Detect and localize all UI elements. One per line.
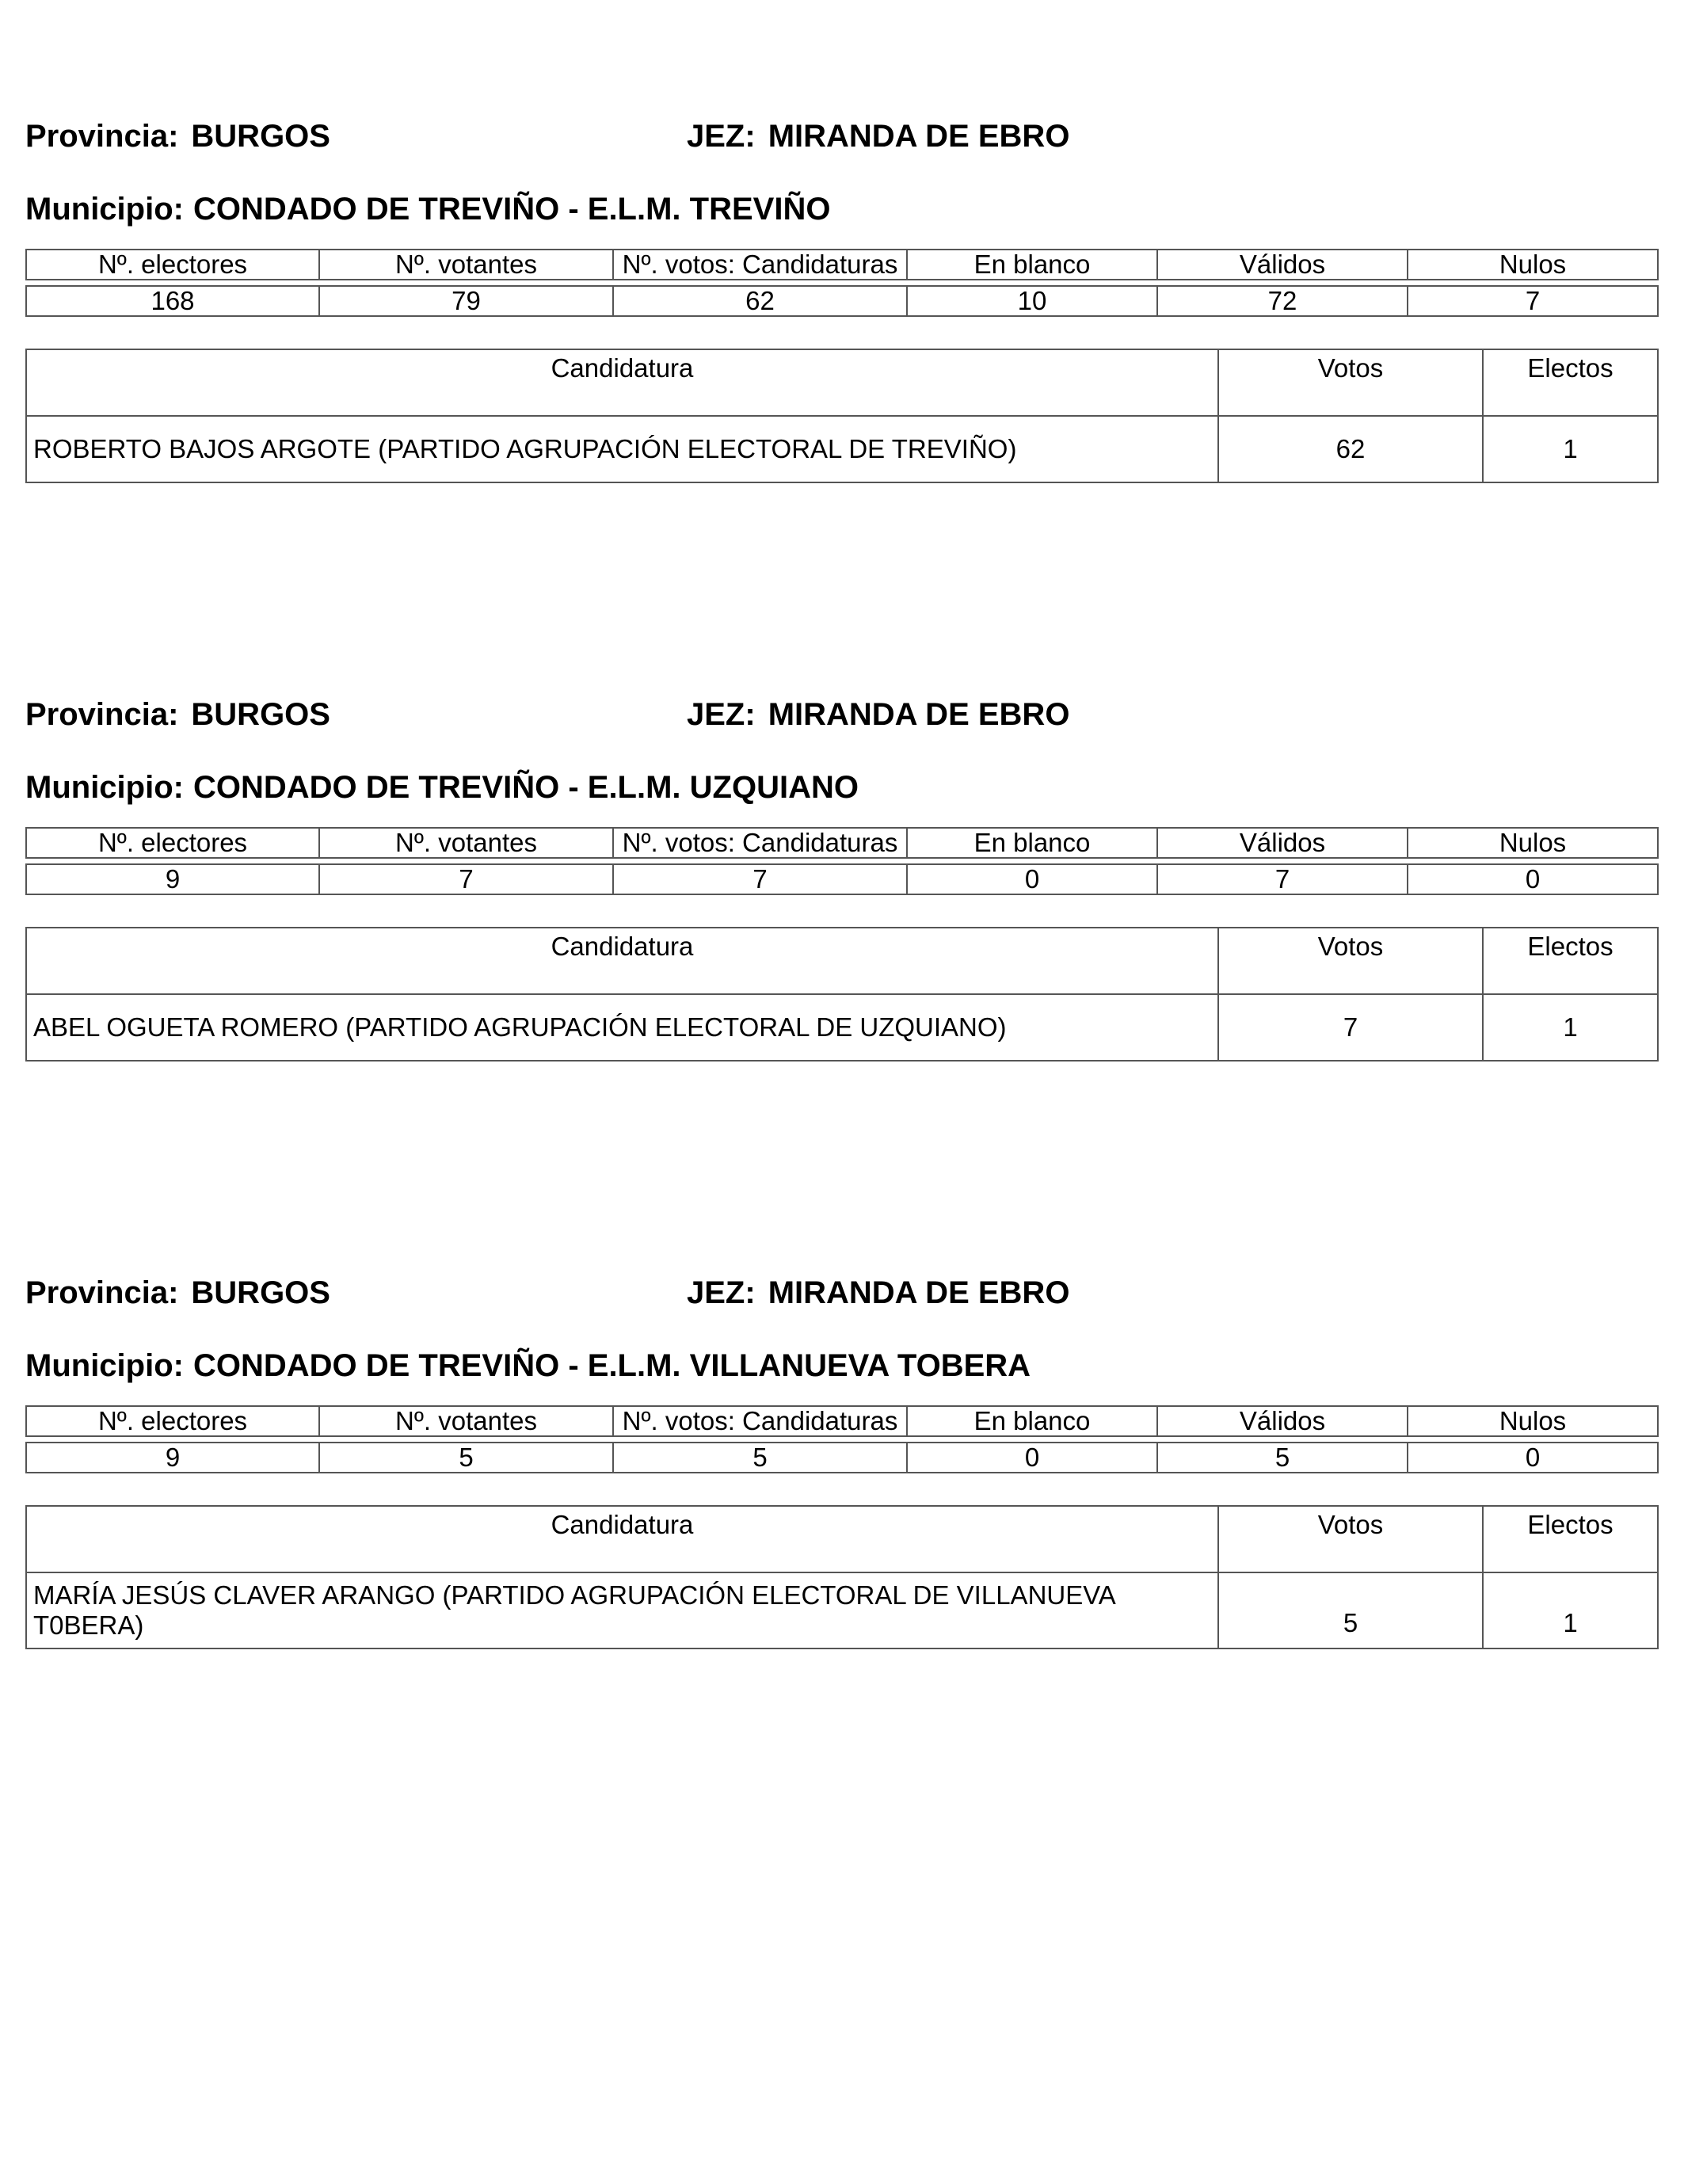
provincia-line (25, 119, 330, 154)
stats-value-cell: 0 (1408, 1443, 1658, 1473)
stats-value-cell: 0 (907, 864, 1157, 894)
stats-value-cell: 5 (319, 1443, 613, 1473)
candidate-votes: 5 (1218, 1572, 1483, 1648)
municipio-value: CONDADO DE TREVIÑO - E.L.M. VILLANUEVA TOBERA (192, 1348, 1031, 1383)
stats-header-row (26, 828, 1658, 858)
stats-header-cell: Nº. electores (26, 828, 319, 858)
provincia-line (25, 1275, 330, 1310)
stats-table (25, 249, 1659, 317)
stats-value-cell: 7 (1408, 286, 1658, 316)
stats-value-cell: 9 (26, 864, 319, 894)
candidate-elected: 1 (1483, 1572, 1658, 1648)
stats-header-cell: Nº. votantes (319, 250, 613, 280)
stats-header-row (26, 1406, 1658, 1436)
municipio-value: CONDADO DE TREVIÑO - E.L.M. TREVIÑO (192, 192, 831, 227)
stats-header-cell: Nº. electores (26, 250, 319, 280)
municipio-line (25, 770, 859, 805)
jez-label: JEZ: (687, 119, 756, 154)
electos-header: Electos (1483, 1506, 1658, 1572)
stats-gap (26, 1436, 1658, 1443)
votos-header: Votos (1218, 928, 1483, 994)
provincia-value: BURGOS (191, 1275, 330, 1310)
candidates-header-row (26, 1506, 1658, 1572)
candidate-name: ROBERTO BAJOS ARGOTE (PARTIDO AGRUPACIÓN ELECTORAL DE TREVIÑO) (26, 416, 1218, 482)
votos-header: Votos (1218, 1506, 1483, 1572)
stats-value-cell: 7 (1157, 864, 1408, 894)
candidates-table (25, 1505, 1659, 1649)
stats-table (25, 1405, 1659, 1473)
stats-header-cell: Nº. votantes (319, 828, 613, 858)
stats-value-cell: 7 (319, 864, 613, 894)
stats-header-cell: Válidos (1157, 250, 1408, 280)
municipio-label: Municipio: (25, 770, 184, 805)
jez-line (687, 697, 1069, 732)
provincia-value: BURGOS (191, 697, 330, 732)
stats-header-cell: Nº. votos: Candidaturas (613, 828, 907, 858)
municipio-line (25, 1348, 1031, 1383)
stats-value-cell: 62 (613, 286, 907, 316)
stats-header-cell: Válidos (1157, 828, 1408, 858)
stats-header-cell: Nulos (1408, 828, 1658, 858)
stats-header-cell: Nulos (1408, 1406, 1658, 1436)
jez-label: JEZ: (687, 697, 756, 732)
stats-value-cell: 5 (613, 1443, 907, 1473)
stats-header-row (26, 250, 1658, 280)
candidate-row (26, 416, 1658, 482)
municipio-line (25, 192, 830, 227)
jez-value: MIRANDA DE EBRO (768, 119, 1070, 154)
stats-value-cell: 72 (1157, 286, 1408, 316)
stats-header-cell: Nº. electores (26, 1406, 319, 1436)
votos-header: Votos (1218, 349, 1483, 416)
jez-value: MIRANDA DE EBRO (768, 1275, 1070, 1310)
municipio-label: Municipio: (25, 192, 184, 227)
stats-header-cell: Nulos (1408, 250, 1658, 280)
stats-header-cell: En blanco (907, 828, 1157, 858)
stats-header-cell: En blanco (907, 1406, 1157, 1436)
electos-header: Electos (1483, 928, 1658, 994)
jez-line (687, 1275, 1069, 1310)
stats-header-cell: Nº. votos: Candidaturas (613, 250, 907, 280)
candidate-row (26, 994, 1658, 1061)
jez-line (687, 119, 1069, 154)
candidates-table (25, 349, 1659, 483)
candidate-votes: 7 (1218, 994, 1483, 1061)
stats-value-row (26, 864, 1658, 894)
candidates-table (25, 927, 1659, 1062)
stats-value-cell: 5 (1157, 1443, 1408, 1473)
candidates-header-row (26, 349, 1658, 416)
candidatura-header: Candidatura (26, 1506, 1218, 1572)
candidate-name: ABEL OGUETA ROMERO (PARTIDO AGRUPACIÓN ELECTORAL DE UZQUIANO) (26, 994, 1218, 1061)
stats-value-cell: 9 (26, 1443, 319, 1473)
stats-gap (26, 858, 1658, 864)
stats-value-row (26, 1443, 1658, 1473)
stats-header-cell: Nº. votos: Candidaturas (613, 1406, 907, 1436)
electos-header: Electos (1483, 349, 1658, 416)
candidatura-header: Candidatura (26, 349, 1218, 416)
provincia-label: Provincia: (25, 697, 179, 732)
jez-value: MIRANDA DE EBRO (768, 697, 1070, 732)
stats-gap (26, 280, 1658, 286)
jez-label: JEZ: (687, 1275, 756, 1310)
stats-table (25, 827, 1659, 895)
provincia-label: Provincia: (25, 119, 179, 154)
candidate-votes: 62 (1218, 416, 1483, 482)
municipio-value: CONDADO DE TREVIÑO - E.L.M. UZQUIANO (192, 770, 859, 805)
provincia-line (25, 697, 330, 732)
stats-value-cell: 10 (907, 286, 1157, 316)
stats-value-cell: 0 (1408, 864, 1658, 894)
candidate-elected: 1 (1483, 994, 1658, 1061)
candidate-row (26, 1572, 1658, 1648)
stats-header-cell: Válidos (1157, 1406, 1408, 1436)
stats-header-cell: En blanco (907, 250, 1157, 280)
stats-header-cell: Nº. votantes (319, 1406, 613, 1436)
provincia-label: Provincia: (25, 1275, 179, 1310)
stats-value-cell: 79 (319, 286, 613, 316)
candidates-header-row (26, 928, 1658, 994)
provincia-value: BURGOS (191, 119, 330, 154)
municipio-label: Municipio: (25, 1348, 184, 1383)
stats-value-cell: 7 (613, 864, 907, 894)
stats-value-row (26, 286, 1658, 316)
candidate-elected: 1 (1483, 416, 1658, 482)
stats-value-cell: 168 (26, 286, 319, 316)
candidatura-header: Candidatura (26, 928, 1218, 994)
candidate-name: MARÍA JESÚS CLAVER ARANGO (PARTIDO AGRUPACIÓN ELECTORAL DE VILLANUEVA T0BERA) (26, 1572, 1218, 1648)
stats-value-cell: 0 (907, 1443, 1157, 1473)
